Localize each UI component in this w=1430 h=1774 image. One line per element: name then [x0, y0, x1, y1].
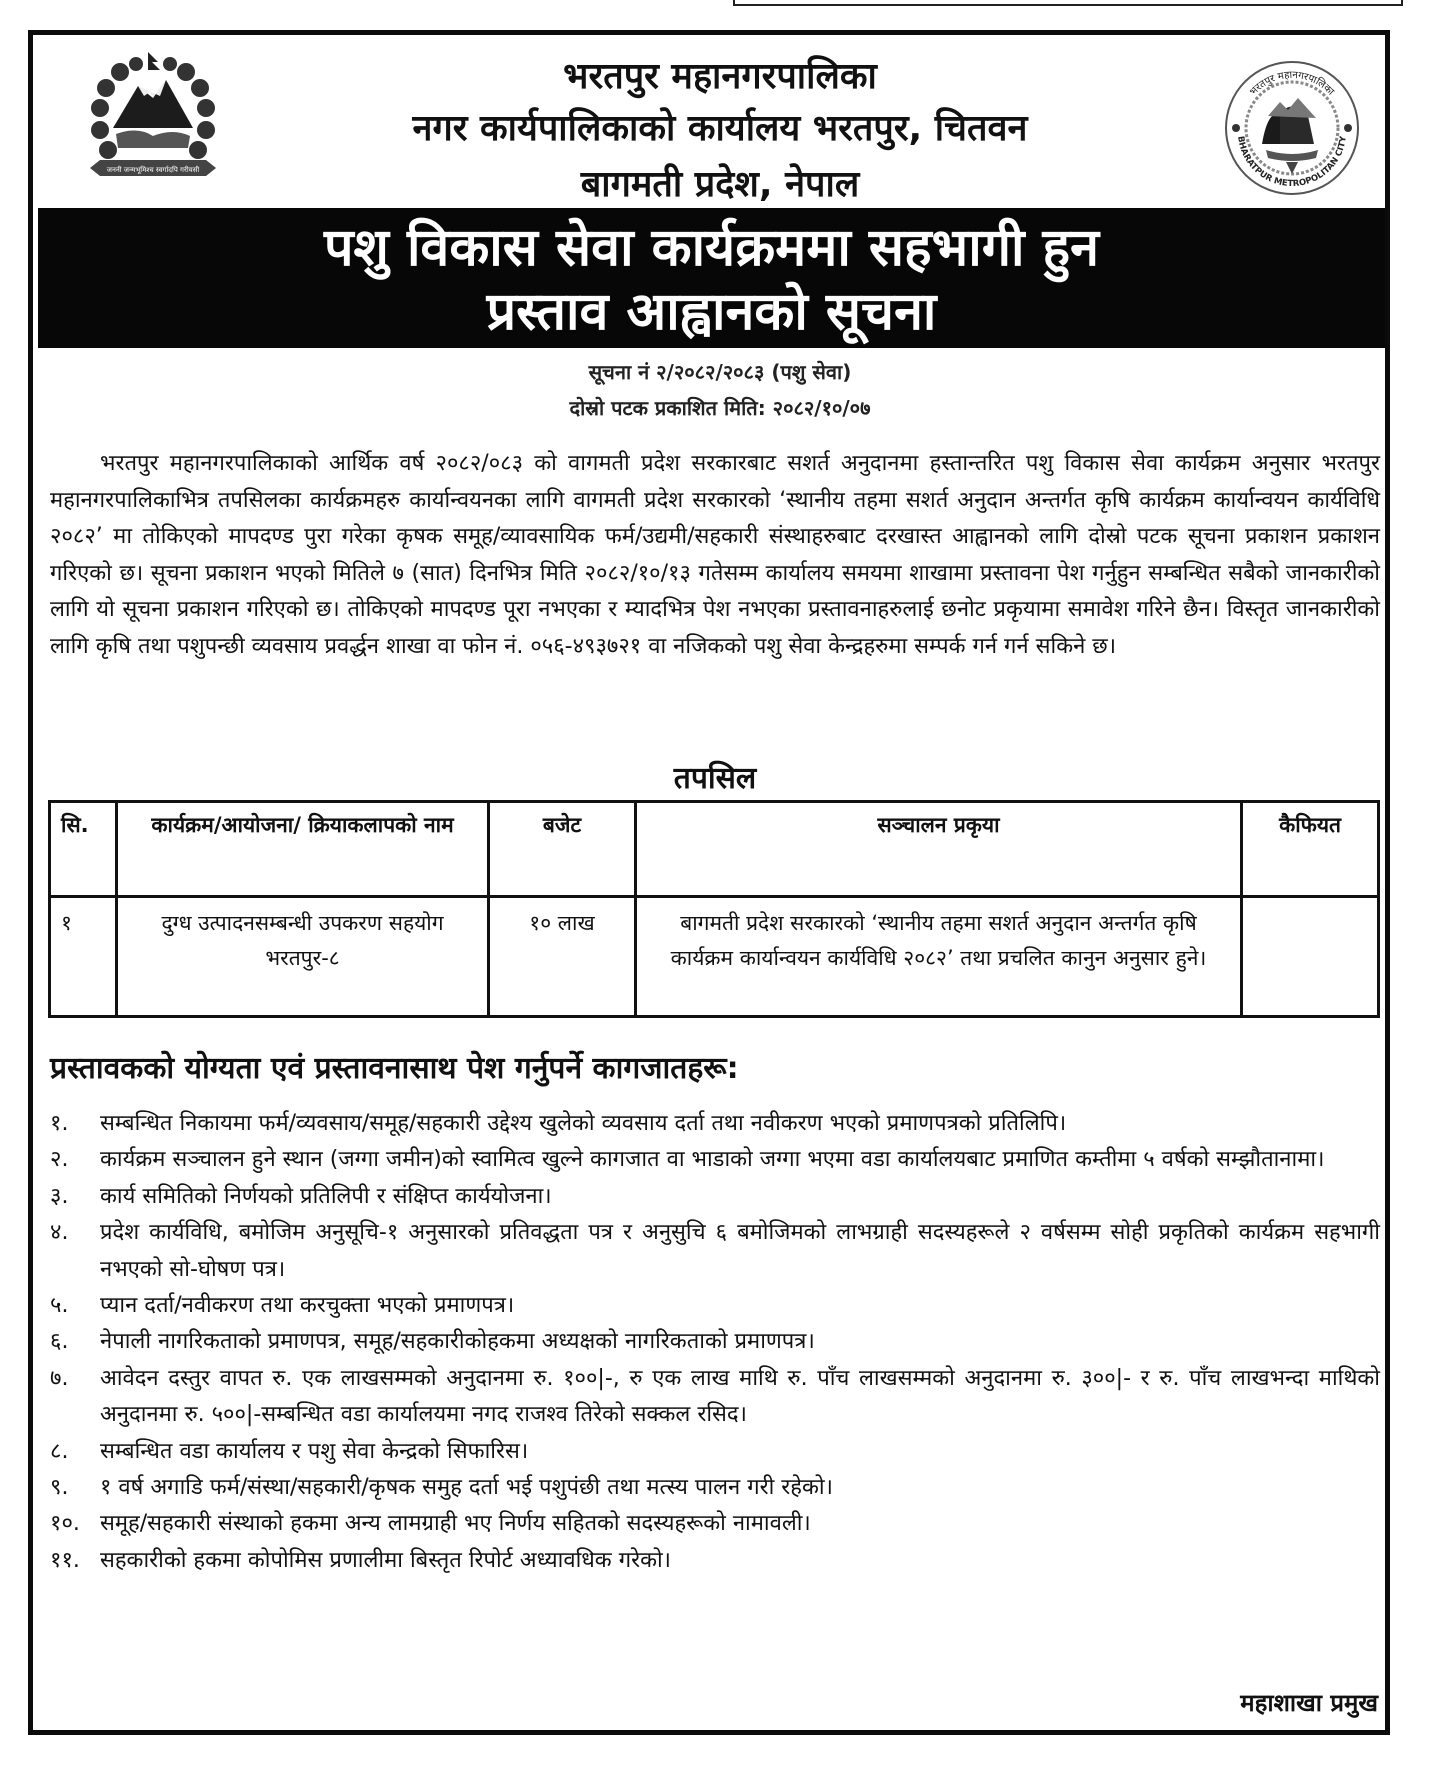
item-number: ७.	[50, 1365, 69, 1391]
list-item	[50, 1506, 1380, 1542]
column-header-program-name: कार्यक्रम/आयोजना/ क्रियाकलापको नाम	[116, 802, 488, 897]
item-number: १०.	[50, 1511, 80, 1537]
item-text: प्रदेश कार्यविधि, बमोजिम अनुसूचि-१ अनुसारको प्रतिवद्धता पत्र र अनुसुचि ६ बमोजिमको लाभग्राही सदस्यहरूले २ वर्षसम्म सोही प्रकृतिको कार्यक्रम सहभागी नभएको सो-घोषण पत्र।	[100, 1220, 1380, 1282]
item-number: ९.	[50, 1475, 69, 1501]
list-item	[50, 1179, 1380, 1215]
title-band	[38, 208, 1385, 348]
item-number: ११.	[50, 1547, 80, 1573]
cell-program-name: दुग्ध उत्पादनसम्बन्धी उपकरण सहयोग भरतपुर-८	[116, 897, 488, 1017]
title-line-2: प्रस्ताव आह्वानको सूचना	[486, 282, 937, 342]
list-item	[50, 1288, 1380, 1324]
item-number: ४.	[50, 1220, 69, 1246]
province-country: बागमती प्रदेश, नेपाल	[580, 164, 860, 205]
item-text: नेपाली नागरिकताको प्रमाणपत्र, समूह/सहकारीकोहकमा अध्यक्षको नागरिकताको प्रमाणपत्र।	[100, 1329, 815, 1355]
nepal-government-emblem-icon	[78, 48, 228, 188]
title-line-1: पशु विकास सेवा कार्यक्रममा सहभागी हुन	[323, 218, 1100, 278]
table-row	[50, 897, 1379, 1017]
office-name: नगर कार्यपालिकाको कार्यालय भरतपुर, चितवन	[412, 108, 1028, 149]
list-item	[50, 1543, 1380, 1579]
item-number: ३.	[50, 1183, 69, 1209]
list-item	[50, 1470, 1380, 1506]
item-number: २.	[50, 1147, 69, 1173]
schedule-heading: तपसिल	[673, 761, 757, 796]
item-number: १.	[50, 1111, 69, 1136]
table-header-row	[50, 802, 1379, 897]
column-header-remarks: कैफियत	[1242, 802, 1379, 897]
municipality-name: भरतपुर महानगरपालिका	[563, 56, 877, 97]
cell-remarks	[1242, 897, 1379, 1017]
item-text: समूह/सहकारी संस्थाको हकमा अन्य लामग्राही भए निर्णय सहितको सदस्यहरूको नामावली।	[100, 1511, 811, 1537]
item-text: कार्य समितिको निर्णयको प्रतिलिपी र संक्षिप्त कार्ययोजना।	[100, 1183, 552, 1209]
seal-text-bottom: BHARATPUR METROPOLITAN CITY	[1235, 135, 1349, 190]
cell-serial: १	[50, 897, 117, 1017]
list-item	[50, 1434, 1380, 1470]
item-number: ५.	[50, 1293, 69, 1319]
schedule-table	[48, 800, 1380, 1018]
list-item	[50, 1142, 1380, 1178]
list-item	[50, 1215, 1380, 1288]
seal-text-top: भरतपुर महानगरपालिका	[1247, 69, 1336, 98]
signatory-title: महाशाखा प्रमुख	[1240, 1689, 1378, 1717]
item-number: ६.	[50, 1329, 69, 1355]
item-text: सम्बन्धित निकायमा फर्म/व्यवसाय/समूह/सहकारी उद्देश्य खुलेको व्यवसाय दर्ता तथा नवीकरण भएको प्रमाणपत्रको प्रतिलिपि।	[100, 1111, 1067, 1136]
list-item	[50, 1106, 1380, 1142]
column-header-process: सञ्चालन प्रकृया	[635, 802, 1241, 897]
column-header-serial: सि.	[50, 802, 117, 897]
emblem-motto: जननी जन्मभूमिश्च स्वर्गादपि गरीयसी	[106, 166, 200, 174]
requirements-heading: प्रस्तावकको योग्यता एवं प्रस्तावनासाथ पेश गर्नुपर्ने कागजातहरू:	[50, 1051, 739, 1086]
item-number: ८.	[50, 1438, 69, 1464]
list-item	[50, 1324, 1380, 1360]
item-text: कार्यक्रम सञ्चालन हुने स्थान (जग्गा जमीन)को स्वामित्व खुल्ने कागजात वा भाडाको जग्गा भएमा वडा कार्यालयबाट प्रमाणित कम्तीमा ५ वर्षको सम्झौतानामा।	[100, 1147, 1325, 1173]
cell-budget: १० लाख	[489, 897, 636, 1017]
item-text: प्यान दर्ता/नवीकरण तथा करचुक्ता भएको प्रमाणपत्र।	[100, 1293, 515, 1319]
item-text: १ वर्ष अगाडि फर्म/संस्था/सहकारी/कृषक समुह दर्ता भई पशुपंछी तथा मत्स्य पालन गरी रहेको।	[100, 1475, 833, 1501]
cell-process: बागमती प्रदेश सरकारको ‘स्थानीय तहमा सशर्त अनुदान अन्तर्गत कृषि कार्यक्रम कार्यान्वयन कार्यविधि २०८२’ तथा प्रचलित कानुन अनुसार हुने।	[635, 897, 1241, 1017]
bharatpur-metropolitan-seal-icon	[1222, 58, 1362, 198]
item-text: आवेदन दस्तुर वापत रु. एक लाखसम्मको अनुदानमा रु. १००|-, रु एक लाख माथि रु. पाँच लाखसम्मको अनुदानमा रु. ३००|- र रु. पाँच लाखभन्दा माथिको अनुदानमा रु. ५००|-सम्बन्धित वडा कार्यालयमा नगद राजश्व तिरेको सक्कल रसिद।	[100, 1365, 1380, 1428]
top-cropped-box	[733, 0, 1403, 6]
column-header-budget: बजेट	[489, 802, 636, 897]
body-paragraph: भरतपुर महानगरपालिकाको आर्थिक वर्ष २०८२/०८३ को वागमती प्रदेश सरकारबाट सशर्त अनुदानमा हस्तान्तरित पशु विकास सेवा कार्यक्रम अनुसार भरतपुर महानगरपालिकाभित्र तपसिलका कार्यक्रमहरु कार्यान्वयनका लागि वागमती प्रदेश सरकारको ‘स्थानीय तहमा सशर्त अनुदान अन्तर्गत कृषि कार्यक्रम कार्यान्वयन कार्यविधि २०८२’ मा तोकिएको मापदण्ड पुरा गरेका कृषक समूह/व्यावसायिक फर्म/उद्यमी/सहकारी संस्थाहरुबाट दरखास्त आह्वानको लागि दोस्रो पटक सूचना प्रकाशन प्रकाशन गरिएको छ। सूचना प्रकाशन भएको मितिले ७ (सात) दिनभित्र मिति २०८२/१०/१३ गतेसम्म कार्यालय समयमा शाखामा प्रस्तावना पेश गर्नुहुन सम्बन्धित सबैको जानकारीको लागि यो सूचना प्रकाशन गरिएको छ। तोकिएको मापदण्ड पूरा नभएका र म्यादभित्र पेश नभएका प्रस्तावनाहरुलाई छनोट प्रकृयामा समावेश गरिने छैन। विस्तृत जानकारीको लागि कृषि तथा पशुपन्छी व्यवसाय प्रवर्द्धन शाखा वा फोन नं. ०५६-४९३७२१ वा नजिकको पशु सेवा केन्द्रहरुमा सम्पर्क गर्न गर्न सकिने छ।	[50, 451, 1380, 659]
item-text: सम्बन्धित वडा कार्यालय र पशु सेवा केन्द्रको सिफारिस।	[100, 1438, 529, 1464]
publication-date: दोस्रो पटक प्रकाशित मिति: २०८२/१०/०७	[569, 396, 871, 420]
item-text: सहकारीको हकमा कोपोमिस प्रणालीमा बिस्तृत रिपोर्ट अध्यावधिक गरेको।	[100, 1547, 672, 1573]
requirements-list	[50, 1106, 1380, 1579]
list-item	[50, 1361, 1380, 1434]
notice-number: सूचना नं २/२०८२/२०८३ (पशु सेवा)	[588, 360, 852, 384]
